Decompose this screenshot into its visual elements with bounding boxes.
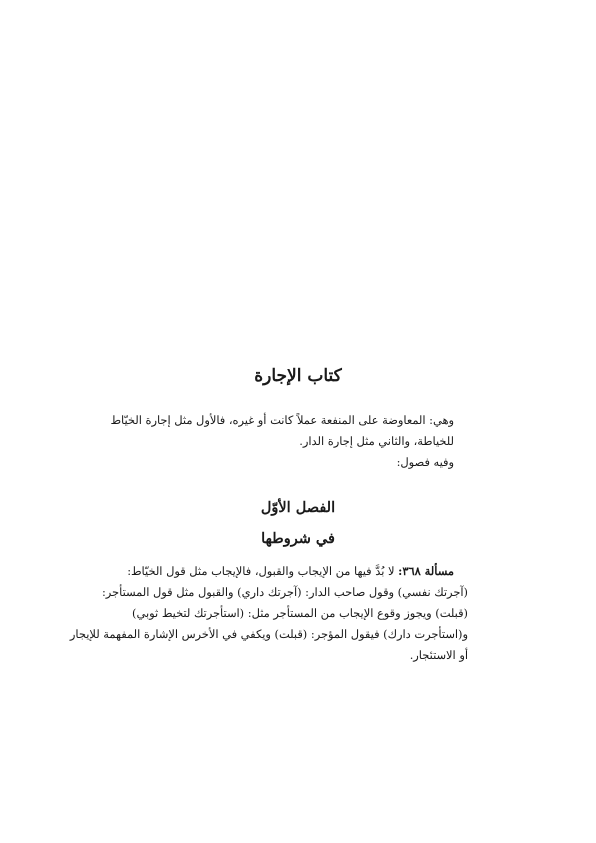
- intro-line-3: وفيه فصول:: [396, 455, 454, 469]
- chapter-subheading: في شروطها: [261, 530, 335, 547]
- masala-paragraph: [69, 561, 468, 666]
- intro-line-1: وهي: المعاوضة على المنفعة عملاً كانت أو غيره، فالأول مثل إجارة الخيّاط: [110, 413, 454, 427]
- book-title: كتاب الإجارة: [254, 366, 342, 386]
- intro-line-2: للخياطة، والثاني مثل إجارة الدار.: [299, 434, 454, 448]
- intro-paragraph: [110, 410, 468, 473]
- masala-line-1-text: لا بُدَّ فيها من الإيجاب والقبول، فالإيجاب مثل قول الخيّاط:: [127, 564, 399, 578]
- masala-line-4: و(استأجرت دارك) فيقول المؤجر: (قبلت) ويكفي في الأخرس الإشارة المفهمة للإيجار: [69, 627, 468, 641]
- masala-line-3: (قبلت) ويجوز وقوع الإيجاب من المستأجر مثل: (استأجرتك لتخيط ثوبي): [132, 606, 468, 620]
- masala-label: مسألة ٣٦٨:: [398, 564, 454, 578]
- chapter-heading: الفصل الأوّل: [260, 499, 336, 516]
- masala-line-1: [128, 561, 468, 582]
- masala-line-5: أو الاستئجار.: [409, 648, 468, 662]
- masala-line-2: (آجرتك نفسي) وقول صاحب الدار: (آجرتك داري) والقبول مثل قول المستأجر:: [101, 585, 468, 599]
